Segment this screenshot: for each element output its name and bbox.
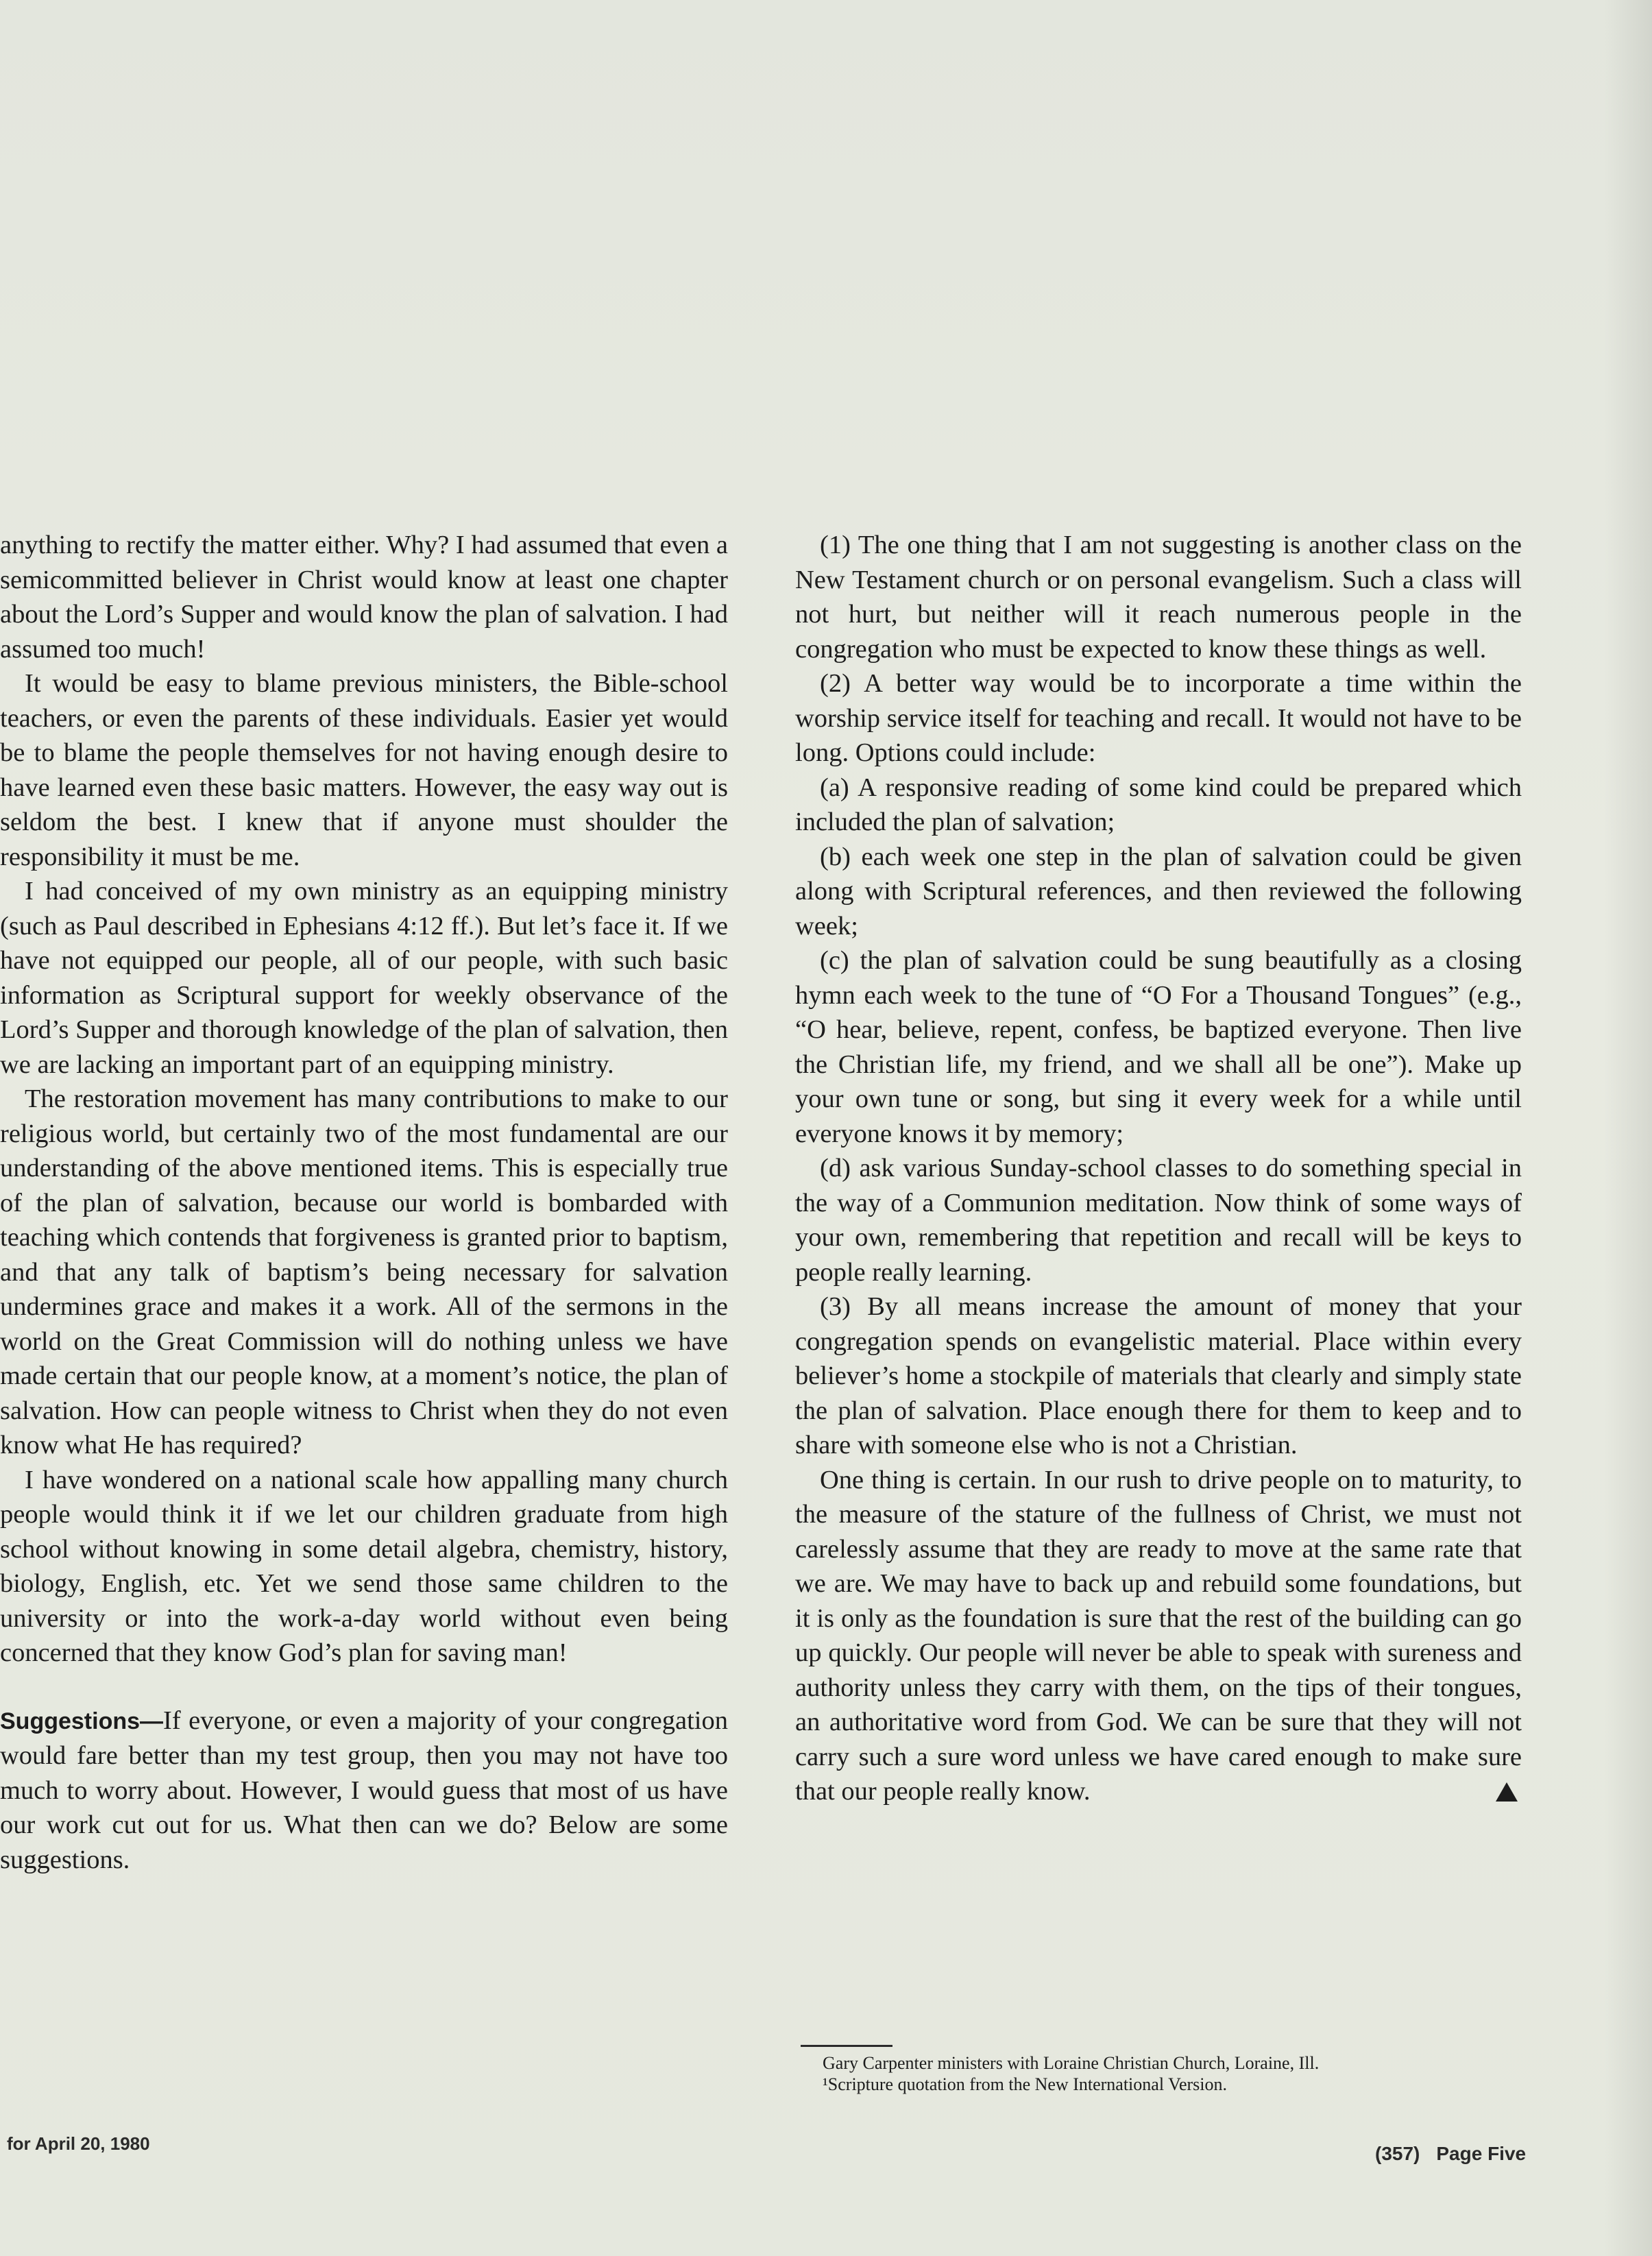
page-label: Page Five [1436,2143,1527,2164]
page-code: (357) [1375,2143,1420,2164]
footer-date: for April 20, 1980 [7,2133,150,2154]
footer-page-number [1375,2143,1526,2165]
suggestions-heading: Suggestions— [0,1708,164,1734]
paragraph: (b) each week one step in the plan of salvation could be given along with Scriptural references, and then reviewed the following week; [795,842,1522,941]
section-gap [0,1671,728,1703]
paragraph: (d) ask various Sunday-school classes to do something special in the way of a Communion meditation. Now think of some ways of your own, remembering that repetition and recall will be keys to people really learning. [795,1154,1522,1287]
scripture-note: ¹Scripture quotation from the New International Version. [823,2074,1228,2094]
page-edge-shadow [1604,0,1652,2256]
closing-text: One thing is certain. In our rush to drive people on to maturity, to the measure of the stature of the fullness of Christ, we must not carelessly assume that they are ready to move at the same rate that we are. We may have to back up and rebuild some foundations, but it is only as the foundation is sure that the rest of the building can go up quickly. Our people will never be able to speak with sureness and authority unless they carry with them, on the tips of their tongues, an authoritative word from God. We can be sure that they will not carry such a sure word unless we have cared enough to make sure that our people really know. [795,1465,1522,1806]
right-column [795,528,1522,1809]
paragraph: It would be easy to blame previous ministers, the Bible-school teachers, or even the parents of these individuals. Easier yet would be to blame the people themselves for not having enough desire to have learned even these basic matters. However, the easy way out is seldom the best. I knew that if anyone must shoulder the responsibility it must be me. [0,669,728,871]
paragraph: anything to rectify the matter either. Why? I had assumed that even a semicommitted believer in Christ would know at least one chapter about the Lord’s Supper and would know the plan of salvation. I had assumed too much! [0,531,728,664]
left-column [0,528,728,1877]
footnotes [823,2052,1522,2095]
paragraph: (1) The one thing that I am not suggesting is another class on the New Testament church or on personal evangelism. Such a class will not hurt, but neither will it reach numerous people in the congregation who must be expected to know these things as well. [795,531,1522,664]
closing-paragraph [795,1463,1522,1809]
paragraph: The restoration movement has many contributions to make to our religious world, but certainly two of the most fundamental are our understanding of the above mentioned items. This is especially true of the plan of salvation, because our world is bombarded with teaching which contends that forgiveness is granted prior to baptism, and that any talk of baptism’s being necessary for salvation undermines grace and makes it a work. All of the sermons in the world on the Great Commission will do nothing unless we have made certain that our people know, at a moment’s notice, the plan of salvation. How can people witness to Christ when they do not even know what He has required? [0,1084,728,1459]
paragraph: (3) By all means increase the amount of money that your congregation spends on evangelistic material. Place within every believer’s home a stockpile of materials that clearly and simply state the plan of salvation. Place enough there for them to keep and to share with someone else who is not a Christian. [795,1292,1522,1459]
paragraph: I had conceived of my own ministry as an equipping ministry (such as Paul described in Ephesians 4:12 ff.). But let’s face it. If we have not equipped our people, all of our people, with such basic information as Scriptural support for weekly observance of the Lord’s Supper and thorough knowledge of the plan of salvation, then we are lacking an important part of an equipping ministry. [0,877,728,1079]
suggestions-text: If everyone, or even a majority of your congregation would fare better than my test group, then you may not have too much to worry about. However, I would guess that most of us have our work cut out for us. What then can we do? Below are some suggestions. [0,1706,728,1874]
footnote-rule [801,2045,892,2047]
suggestions-paragraph [0,1703,728,1878]
paragraph: (c) the plan of salvation could be sung beautifully as a closing hymn each week to the tune of “O For a Thousand Tongues” (e.g., “O hear, believe, repent, confess, be baptized everyone. Then live the Christian life, my friend, and we shall all be one”). Make up your own tune or song, but sing it every week for a while until everyone knows it by memory; [795,946,1522,1148]
author-note: Gary Carpenter ministers with Loraine Christian Church, Loraine, Ill. [823,2053,1320,2073]
paragraph: (a) A responsive reading of some kind could be prepared which included the plan of salvation; [795,773,1522,836]
end-of-article-triangle-icon [1496,1782,1518,1802]
paragraph: I have wondered on a national scale how appalling many church people would think it if we let our children graduate from high school without knowing in some detail algebra, chemistry, history, biology, English, etc. Yet we send those same children to the university or into the work-a-day world without even being concerned that they know God’s plan for saving man! [0,1465,728,1667]
paragraph: (2) A better way would be to incorporate a time within the worship service itself for teaching and recall. It would not have to be long. Options could include: [795,669,1522,767]
